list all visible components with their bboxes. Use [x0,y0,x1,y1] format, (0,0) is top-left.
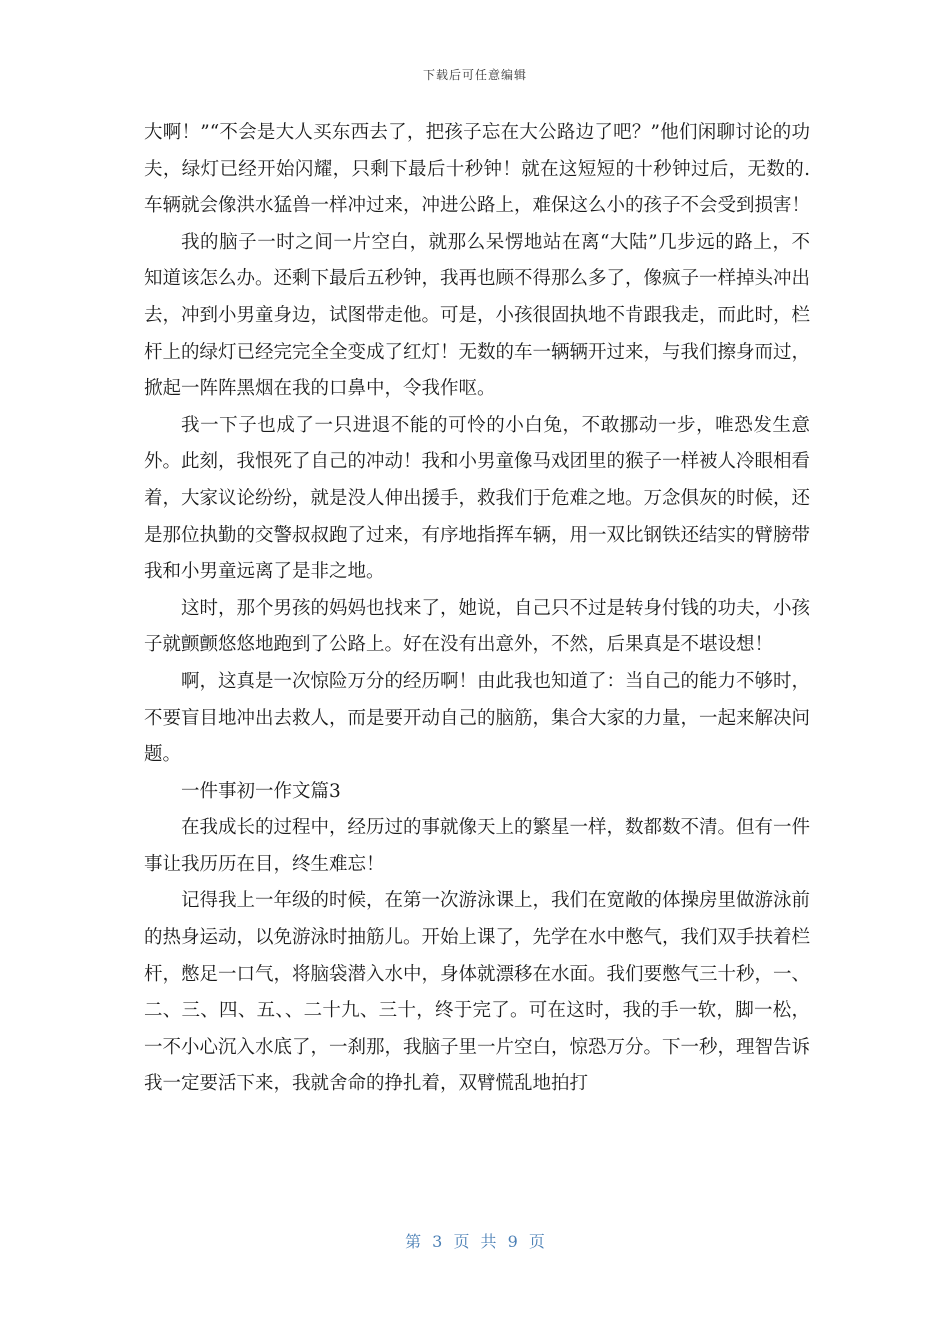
paragraph: 我一下子也成了一只进退不能的可怜的小白兔，不敢挪动一步，唯恐发生意外。此刻，我恨死了自己的冲动！我和小男童像马戏团里的猴子一样被人冷眼相看着，大家议论纷纷，就是没人伸出援手，救我们于危难之地。万念俱灰的时候，还是那位执勤的交警叔叔跑了过来，有序地指挥车辆，用一双比钢铁还结实的臂膀带我和小男童远离了是非之地。 [144,414,811,583]
page-header: 下载后可任意编辑 [422,68,527,82]
paragraph: 记得我上一年级的时候，在第一次游泳课上，我们在宽敞的体操房里做游泳前的热身运动，以免游泳时抽筋儿。开始上课了，先学在水中憋气，我们双手扶着栏杆，憋足一口气，将脑袋潜入水中，身体就漂移在水面。我们要憋气三十秒，一、二、三、四、五、、二十九、三十，终于完了。可在这时，我的手一软，脚一松，一不小心沉入水底了，一刹那，我脑子里一片空白，惊恐万分。下一秒，理智告诉我一定要活下来，我就舍命的挣扎着，双臂慌乱地拍打 [144,890,811,1095]
section-heading: 一件事初一作文篇3 [181,780,341,802]
page-number-footer: 第 3 页 共 9 页 [405,1232,545,1251]
paragraph: 这时，那个男孩的妈妈也找来了，她说，自己只不过是转身付钱的功夫，小孩子就颤颤悠悠地跑到了公路上。好在没有出意外，不然，后果真是不堪设想！ [144,597,811,656]
paragraph: 大啊！”“不会是大人买东西去了，把孩子忘在大公路边了吧？”他们闲聊讨论的功夫，绿灯已经开始闪耀，只剩下最后十秒钟！就在这短短的十秒钟过后，无数的.车辆就会像洪水猛兽一样冲过来，冲进公路上，难保这么小的孩子不会受到损害！ [144,122,811,217]
paragraph: 啊，这真是一次惊险万分的经历啊！由此我也知道了：当自己的能力不够时，不要盲目地冲出去救人，而是要开动自己的脑筋，集合大家的力量，一起来解决问题。 [144,670,811,766]
paragraph: 在我成长的过程中，经历过的事就像天上的繁星一样，数都数不清。但有一件事让我历历在目，终生难忘！ [144,817,811,875]
document-body [144,115,810,1103]
paragraph: 我的脑子一时之间一片空白，就那么呆愣地站在离“大陆”几步远的路上，不知道该怎么办。还剩下最后五秒钟，我再也顾不得那么多了，像疯子一样掉头冲出去，冲到小男童身边，试图带走他。可是，小孩很固执地不肯跟我走，而此时，栏杆上的绿灯已经完完全全变成了红灯！无数的车一辆辆开过来，与我们擦身而过，掀起一阵阵黑烟在我的口鼻中，令我作呕。 [144,231,811,400]
